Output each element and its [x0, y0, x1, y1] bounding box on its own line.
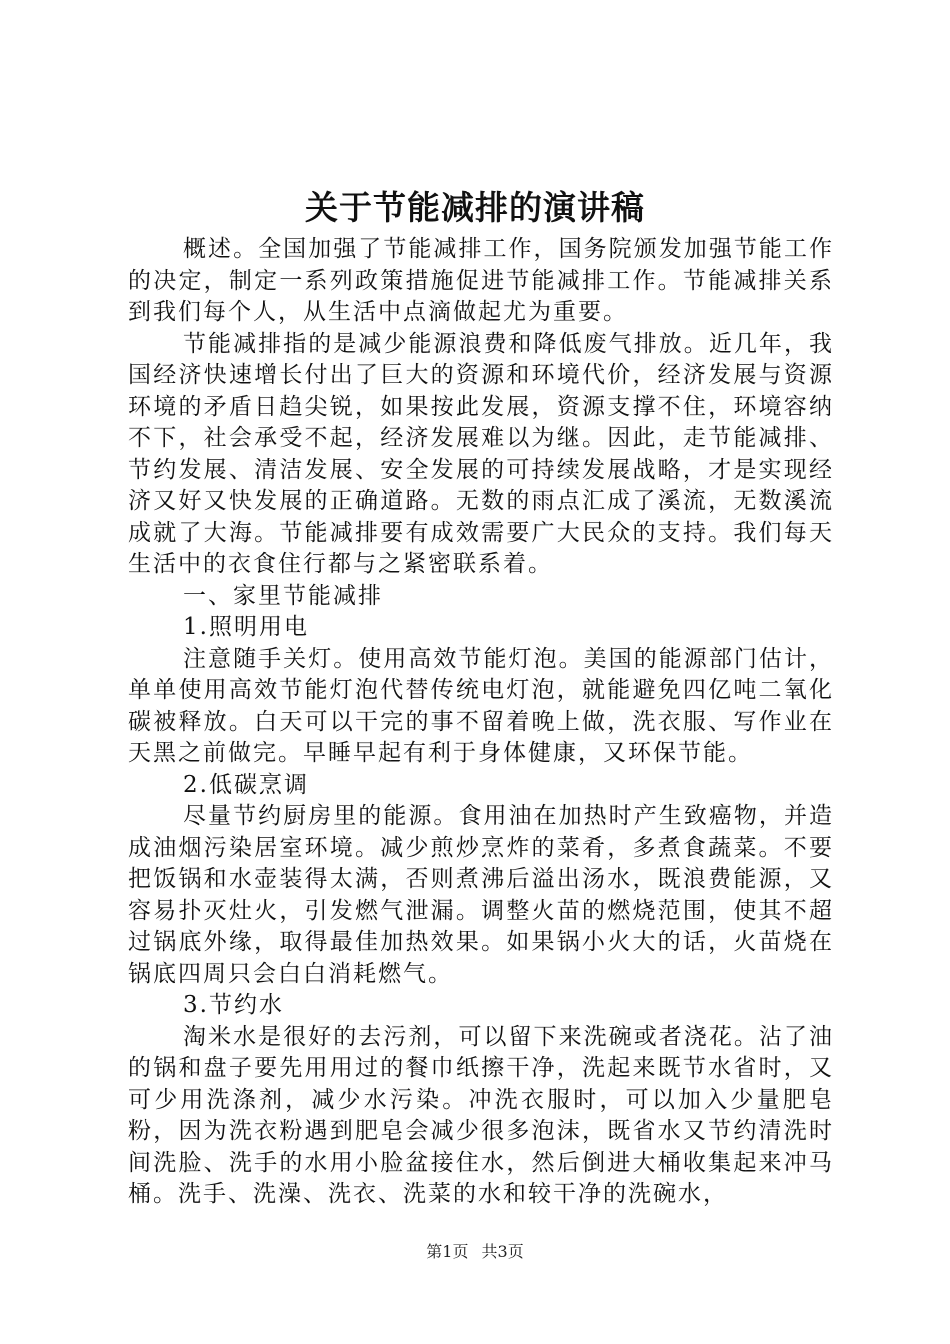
paragraph-cooking: 尽量节约厨房里的能源。食用油在加热时产生致癌物，并造成油烟污染居室环境。减少煎炒烹炸的菜肴，多煮食蔬菜。不要把饭锅和水壶装得太满，否则煮沸后溢出汤水，既浪费能源，又容易扑灭灶火，引发燃气泄漏。调整火苗的燃烧范围，使其不超过锅底外缘，取得最佳加热效果。如果锅小火大的话，火苗烧在锅底四周只会白白消耗燃气。: [128, 803, 834, 987]
page-number: 第1页: [426, 1242, 469, 1261]
section-heading-home: 一、家里节能减排: [183, 582, 383, 609]
subheading-water: 3.节约水: [183, 992, 284, 1018]
document-body: [128, 234, 834, 1211]
paragraph-overview: 概述。全国加强了节能减排工作，国务院颁发加强节能工作的决定，制定一系列政策措施促进节能减排工作。节能减排关系到我们每个人，从生活中点滴做起尤为重要。: [128, 236, 834, 325]
page-footer: [0, 1240, 950, 1264]
paragraph-definition: 节能减排指的是减少能源浪费和降低废气排放。近几年，我国经济快速增长付出了巨大的资源和环境代价，经济发展与资源环境的矛盾日趋尖锐，如果按此发展，资源支撑不住，环境容纳不下，社会承受不起，经济发展难以为继。因此，走节能减排、节约发展、清洁发展、安全发展的可持续发展战略，才是实现经济又好又快发展的正确道路。无数的雨点汇成了溪流，无数溪流成就了大海。节能减排要有成效需要广大民众的支持。我们每天生活中的衣食住行都与之紧密联系着。: [128, 330, 834, 577]
page-total: 共3页: [481, 1242, 524, 1261]
subheading-cooking: 2.低碳烹调: [183, 771, 309, 798]
page-title: 关于节能减排的演讲稿: [305, 188, 645, 227]
subheading-lighting: 1.照明用电: [183, 614, 309, 640]
paragraph-water: 淘米水是很好的去污剂，可以留下来洗碗或者浇花。沾了油的锅和盘子要先用用过的餐巾纸擦干净，洗起来既节水省时，又可少用洗涤剂，减少水污染。冲洗衣服时，可以加入少量肥皂粉，因为洗衣粉遇到肥皂会减少很多泡沫，既省水又节约清洗时间洗脸、洗手的水用小脸盆接住水，然后倒进大桶收集起来冲马桶。洗手、洗澡、洗衣、洗菜的水和较干净的洗碗水，: [128, 1023, 834, 1207]
paragraph-lighting: 注意随手关灯。使用高效节能灯泡。美国的能源部门估计，单单使用高效节能灯泡代替传统电灯泡，就能避免四亿吨二氧化碳被释放。白天可以干完的事不留着晚上做，洗衣服、写作业在天黑之前做完。早睡早起有利于身体健康，又环保节能。: [128, 645, 834, 766]
